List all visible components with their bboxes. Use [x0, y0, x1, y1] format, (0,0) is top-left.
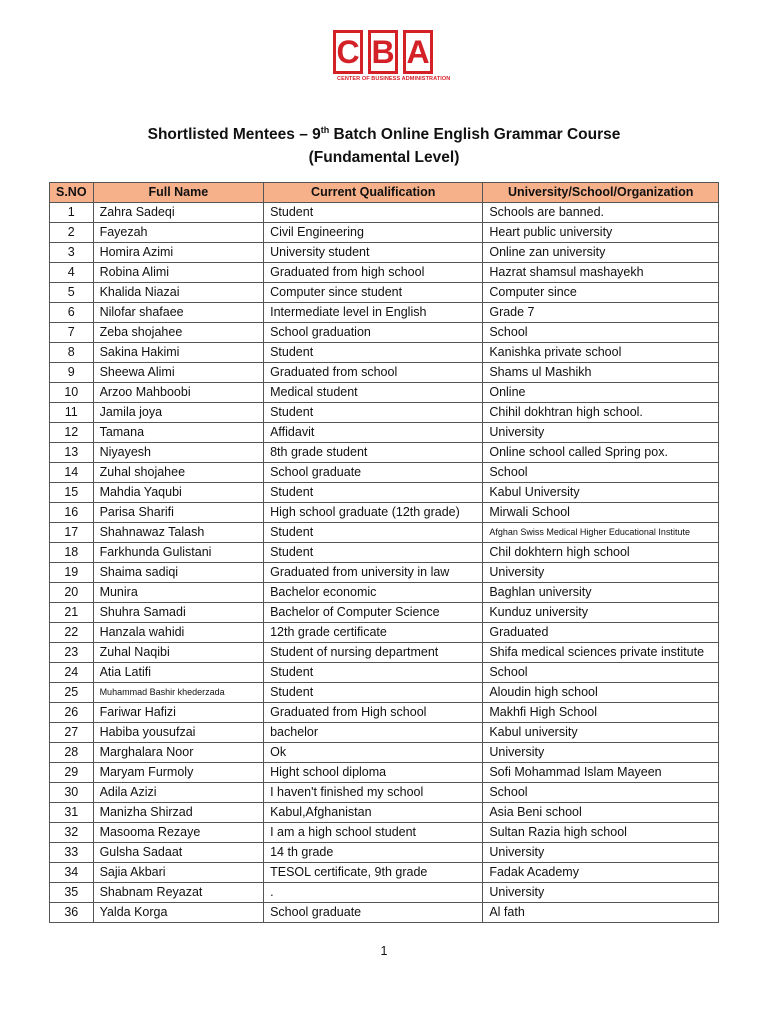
table-row [50, 803, 719, 823]
cell-qualification: Civil Engineering [264, 223, 483, 243]
cell-sno: 15 [50, 483, 94, 503]
cell-qualification: 14 th grade [264, 843, 483, 863]
cell-sno: 21 [50, 603, 94, 623]
cell-full-name: Niyayesh [93, 443, 264, 463]
cell-sno: 24 [50, 663, 94, 683]
table-row [50, 663, 719, 683]
table-row [50, 423, 719, 443]
cell-sno: 13 [50, 443, 94, 463]
cell-qualification: School graduate [264, 463, 483, 483]
cell-qualification: Hight school diploma [264, 763, 483, 783]
cell-sno: 18 [50, 543, 94, 563]
cell-sno: 4 [50, 263, 94, 283]
cell-full-name: Sakina Hakimi [93, 343, 264, 363]
cell-qualification: Computer since student [264, 283, 483, 303]
table-row [50, 523, 719, 543]
cell-organization: Shams ul Mashikh [483, 363, 719, 383]
cell-qualification: Graduated from university in law [264, 563, 483, 583]
table-row [50, 283, 719, 303]
cell-qualification: TESOL certificate, 9th grade [264, 863, 483, 883]
cell-organization: Sofi Mohammad Islam Mayeen [483, 763, 719, 783]
cell-sno: 12 [50, 423, 94, 443]
logo-letter-b: B [368, 30, 398, 74]
cell-qualification: Graduated from school [264, 363, 483, 383]
cell-organization: Makhfi High School [483, 703, 719, 723]
table-row [50, 643, 719, 663]
cell-sno: 1 [50, 203, 94, 223]
cell-full-name: Fayezah [93, 223, 264, 243]
header-full-name: Full Name [93, 183, 264, 203]
table-row [50, 683, 719, 703]
cell-organization: Online school called Spring pox. [483, 443, 719, 463]
cell-full-name: Sheewa Alimi [93, 363, 264, 383]
cell-qualification: Ok [264, 743, 483, 763]
cell-organization: University [483, 423, 719, 443]
title-post: Batch Online English Grammar Course [329, 126, 621, 144]
cell-sno: 25 [50, 683, 94, 703]
cell-full-name: Mahdia Yaqubi [93, 483, 264, 503]
cell-organization: University [483, 843, 719, 863]
cell-sno: 8 [50, 343, 94, 363]
cell-sno: 16 [50, 503, 94, 523]
cell-qualification: 8th grade student [264, 443, 483, 463]
cell-full-name: Habiba yousufzai [93, 723, 264, 743]
cell-full-name: Fariwar Hafizi [93, 703, 264, 723]
cell-organization: Hazrat shamsul mashayekh [483, 263, 719, 283]
cell-qualification: Student [264, 543, 483, 563]
cell-full-name: Atia Latifi [93, 663, 264, 683]
table-row [50, 243, 719, 263]
cell-qualification: Student [264, 683, 483, 703]
cell-qualification: Student [264, 403, 483, 423]
cell-organization: Aloudin high school [483, 683, 719, 703]
logo-letter-c: C [333, 30, 363, 74]
table-row [50, 203, 719, 223]
cell-organization: Chil dokhtern high school [483, 543, 719, 563]
table-row [50, 883, 719, 903]
cell-qualification: Student [264, 523, 483, 543]
cell-sno: 14 [50, 463, 94, 483]
cell-full-name: Sajia Akbari [93, 863, 264, 883]
cell-sno: 9 [50, 363, 94, 383]
cell-qualification: Student [264, 483, 483, 503]
cell-qualification: School graduation [264, 323, 483, 343]
table-row [50, 263, 719, 283]
cell-full-name: Marghalara Noor [93, 743, 264, 763]
cell-full-name: Shuhra Samadi [93, 603, 264, 623]
cell-organization: Graduated [483, 623, 719, 643]
table-row [50, 743, 719, 763]
header-sno: S.NO [50, 183, 94, 203]
cell-full-name: Arzoo Mahboobi [93, 383, 264, 403]
page-title [0, 125, 768, 144]
cell-sno: 19 [50, 563, 94, 583]
cell-organization: Kabul university [483, 723, 719, 743]
cell-sno: 17 [50, 523, 94, 543]
cell-organization: Kunduz university [483, 603, 719, 623]
cell-sno: 26 [50, 703, 94, 723]
cell-organization: Shifa medical sciences private institute [483, 643, 719, 663]
cell-organization: School [483, 663, 719, 683]
cell-full-name: Homira Azimi [93, 243, 264, 263]
cell-sno: 35 [50, 883, 94, 903]
cell-organization: Heart public university [483, 223, 719, 243]
title-pre: Shortlisted Mentees – 9 [147, 126, 321, 144]
cell-qualification: Graduated from High school [264, 703, 483, 723]
cell-sno: 10 [50, 383, 94, 403]
cba-logo [333, 30, 451, 86]
cell-sno: 3 [50, 243, 94, 263]
table-row [50, 443, 719, 463]
table-row [50, 823, 719, 843]
cell-sno: 22 [50, 623, 94, 643]
cell-qualification: I haven't finished my school [264, 783, 483, 803]
cell-full-name: Yalda Korga [93, 903, 264, 923]
table-row [50, 563, 719, 583]
cell-sno: 34 [50, 863, 94, 883]
logo-letter-a: A [403, 30, 433, 74]
cell-full-name: Muhammad Bashir khederzada [93, 683, 264, 703]
cell-sno: 31 [50, 803, 94, 823]
table-row [50, 583, 719, 603]
cell-sno: 27 [50, 723, 94, 743]
title-sup: th [320, 125, 330, 135]
cell-organization: School [483, 783, 719, 803]
cell-organization: Computer since [483, 283, 719, 303]
cell-qualification: Medical student [264, 383, 483, 403]
cell-qualification: School graduate [264, 903, 483, 923]
header-organization: University/School/Organization [483, 183, 719, 203]
cell-full-name: Tamana [93, 423, 264, 443]
cell-organization: Kabul University [483, 483, 719, 503]
cell-sno: 33 [50, 843, 94, 863]
cell-qualification: . [264, 883, 483, 903]
cell-organization: School [483, 463, 719, 483]
table-row [50, 343, 719, 363]
cell-qualification: Bachelor of Computer Science [264, 603, 483, 623]
cell-full-name: Nilofar shafaee [93, 303, 264, 323]
cell-qualification: Affidavit [264, 423, 483, 443]
cell-organization: Afghan Swiss Medical Higher Educational Institute [483, 523, 719, 543]
cell-sno: 36 [50, 903, 94, 923]
cell-organization: Grade 7 [483, 303, 719, 323]
cell-qualification: University student [264, 243, 483, 263]
cell-qualification: Student of nursing department [264, 643, 483, 663]
page-number: 1 [380, 944, 388, 958]
cell-organization: Mirwali School [483, 503, 719, 523]
table-row [50, 483, 719, 503]
table-row [50, 503, 719, 523]
cell-sno: 28 [50, 743, 94, 763]
cell-full-name: Robina Alimi [93, 263, 264, 283]
cell-full-name: Farkhunda Gulistani [93, 543, 264, 563]
cell-qualification: Student [264, 203, 483, 223]
cell-organization: Sultan Razia high school [483, 823, 719, 843]
cell-full-name: Hanzala wahidi [93, 623, 264, 643]
cell-full-name: Shabnam Reyazat [93, 883, 264, 903]
cell-full-name: Manizha Shirzad [93, 803, 264, 823]
cell-sno: 7 [50, 323, 94, 343]
cell-organization: Al fath [483, 903, 719, 923]
cell-full-name: Shahnawaz Talash [93, 523, 264, 543]
cell-sno: 32 [50, 823, 94, 843]
cell-qualification: High school graduate (12th grade) [264, 503, 483, 523]
cell-organization: Chihil dokhtran high school. [483, 403, 719, 423]
table-row [50, 763, 719, 783]
mentees-table [49, 182, 719, 923]
cell-organization: University [483, 743, 719, 763]
table-row [50, 903, 719, 923]
table-row [50, 323, 719, 343]
cell-sno: 20 [50, 583, 94, 603]
cell-qualification: 12th grade certificate [264, 623, 483, 643]
table-row [50, 603, 719, 623]
cell-full-name: Adila Azizi [93, 783, 264, 803]
cell-full-name: Gulsha Sadaat [93, 843, 264, 863]
cell-full-name: Masooma Rezaye [93, 823, 264, 843]
cell-sno: 2 [50, 223, 94, 243]
cell-organization: School [483, 323, 719, 343]
cell-qualification: Intermediate level in English [264, 303, 483, 323]
cell-organization: Asia Beni school [483, 803, 719, 823]
cell-full-name: Zuhal shojahee [93, 463, 264, 483]
cell-qualification: Kabul,Afghanistan [264, 803, 483, 823]
cell-organization: University [483, 883, 719, 903]
cell-organization: Schools are banned. [483, 203, 719, 223]
table-row [50, 703, 719, 723]
table-header-row [50, 183, 719, 203]
cell-organization: Fadak Academy [483, 863, 719, 883]
cell-qualification: I am a high school student [264, 823, 483, 843]
cell-full-name: Khalida Niazai [93, 283, 264, 303]
table-row [50, 723, 719, 743]
cell-organization: Online zan university [483, 243, 719, 263]
cell-qualification: Student [264, 343, 483, 363]
cell-qualification: Student [264, 663, 483, 683]
cell-sno: 11 [50, 403, 94, 423]
cell-full-name: Zuhal Naqibi [93, 643, 264, 663]
cell-organization: Kanishka private school [483, 343, 719, 363]
cell-sno: 23 [50, 643, 94, 663]
cell-organization: Online [483, 383, 719, 403]
cell-organization: University [483, 563, 719, 583]
cell-qualification: Graduated from high school [264, 263, 483, 283]
cell-sno: 30 [50, 783, 94, 803]
table-row [50, 223, 719, 243]
table-row [50, 863, 719, 883]
cell-qualification: Bachelor economic [264, 583, 483, 603]
cell-sno: 6 [50, 303, 94, 323]
table-row [50, 543, 719, 563]
table-row [50, 463, 719, 483]
table-row [50, 403, 719, 423]
cell-full-name: Zeba shojahee [93, 323, 264, 343]
table-row [50, 303, 719, 323]
table-row [50, 383, 719, 403]
cell-sno: 29 [50, 763, 94, 783]
cell-full-name: Shaima sadiqi [93, 563, 264, 583]
table-row [50, 623, 719, 643]
page-subtitle: (Fundamental Level) [308, 149, 460, 166]
cell-sno: 5 [50, 283, 94, 303]
table-row [50, 363, 719, 383]
cell-organization: Baghlan university [483, 583, 719, 603]
cell-full-name: Munira [93, 583, 264, 603]
table-row [50, 843, 719, 863]
cell-full-name: Parisa Sharifi [93, 503, 264, 523]
header-qualification: Current Qualification [264, 183, 483, 203]
cell-qualification: bachelor [264, 723, 483, 743]
cell-full-name: Zahra Sadeqi [93, 203, 264, 223]
cell-full-name: Jamila joya [93, 403, 264, 423]
cell-full-name: Maryam Furmoly [93, 763, 264, 783]
logo-subtitle: CENTER OF BUSINESS ADMINISTRATION [337, 76, 451, 82]
table-row [50, 783, 719, 803]
